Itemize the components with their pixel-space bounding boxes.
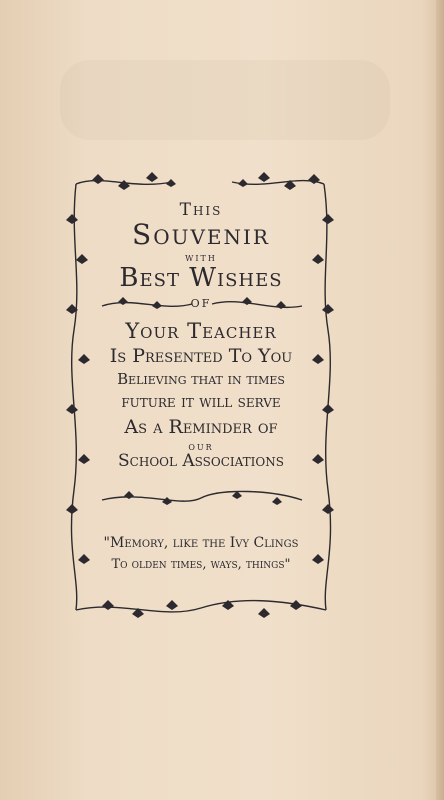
card-line-with: with [185,250,217,264]
card-line-school-associations: School Associations [118,451,284,471]
card-line-our: our [188,439,214,453]
card-line-your-teacher: Your Teacher [125,319,277,343]
card-quote-line-1: "Memory, like the Ivy Clings [103,535,299,551]
card-quote-line-2: To olden times, ways, things" [111,557,291,572]
card-line-believing: Believing that in times [117,370,285,388]
souvenir-card [62,160,340,630]
bleed-through-shadow [60,60,390,140]
card-line-future: future it will serve [121,392,281,412]
card-line-souvenir: Souvenir [132,218,270,251]
card-line-best-wishes: Best Wishes [119,263,283,293]
page-edge [436,0,444,800]
card-line-reminder: As a Reminder of [124,416,278,438]
card-line-presented: Is Presented To You [109,345,293,367]
card-line-of: of [190,293,212,311]
card-line-this: This [179,200,223,220]
